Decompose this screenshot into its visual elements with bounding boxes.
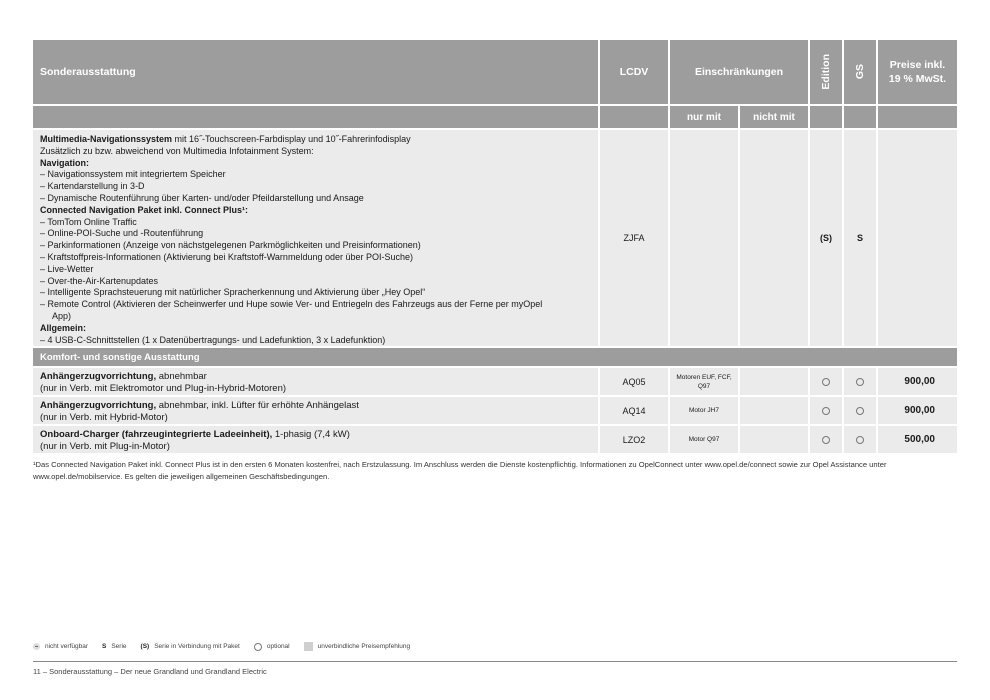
multimedia-description: Multimedia-Navigationssystem mit 16˝-Touchscreen-Farbdisplay und 10˝-Fahrerinfodisplay Zusätzlich zu bzw. abweichend von Multimedia Infotainment System: Navigation: – Navigationssystem mit integriertem Speicher – Kartendarstellung in 3-D – Dynamische Routenführung über Karten- und/oder Pfeildarstellung und Ansage Connected Navigation Paket inkl. Connect Plus¹: – TomTom Online Traffic – Online-POI-Suche und -Routenführung – Parkinformationen (Anzeige von nächstgelegenen Parkmöglichkeiten und Preisinformationen) – Kraftstoffpreis-Informationen (Aktivierung bei Kraftstoff-Warnmeldung oder über POI-Suche) – Live-Wetter – Over-the-Air-Kartenupdates – Intelligente Sprachsteuerung mit natürlicher Spracherkennung und Aktivierung über „Hey Opel“ – Remote Control (Aktivieren der Scheinwerfer und Hupe sowie Ver- und Entriegeln des Fahrzeugs aus der Ferne per myOpel App) Allgemein: – 4 USB-C-Schnittstellen (1 x Datenübertragungs- und Ladefunktion, 3 x Ladefunktion) <box>33 130 600 348</box>
header-preise: Preise inkl. 19 % MwSt. <box>878 40 957 106</box>
list-item: – Dynamische Routenführung über Karten- und/oder Pfeildarstellung und Ansage <box>40 192 364 203</box>
footer-divider <box>33 661 957 662</box>
header-edition: Edition <box>810 40 844 106</box>
table-row <box>33 426 957 455</box>
legend-item: (S) Serie in Verbindung mit Paket <box>140 643 240 650</box>
table-subheader <box>33 106 957 130</box>
list-item: – Kartendarstellung in 3-D <box>40 181 145 192</box>
list-item: – TomTom Online Traffic <box>40 216 137 227</box>
grey-box-icon <box>304 642 313 651</box>
nur-mit-value: Motor Q97 <box>670 426 740 455</box>
header-gs: GS <box>844 40 878 106</box>
table-header <box>33 40 957 106</box>
subheader-nicht-mit: nicht mit <box>740 106 810 130</box>
table-row <box>33 397 957 426</box>
optional-icon <box>810 426 844 455</box>
header-einschraenkungen: Einschränkungen <box>670 40 810 106</box>
list-item: – Intelligente Sprachsteuerung mit natürlicher Spracherkennung und Aktivierung über „Hey Opel“ <box>40 287 426 298</box>
optional-icon <box>844 368 878 397</box>
item-description: Anhängerzugvorrichtung, abnehmbar (nur in Verb. mit Elektromotor und Plug-in-Hybrid-Motoren) <box>33 368 600 397</box>
subheader-nur-mit: nur mit <box>670 106 740 130</box>
legend-item: – nicht verfügbar <box>34 643 88 650</box>
table-row-multimedia <box>33 130 957 348</box>
list-item: – Over-the-Air-Kartenupdates <box>40 275 159 286</box>
price-value: 500,00 <box>878 426 957 455</box>
list-item: – Navigationssystem mit integriertem Speicher <box>40 169 226 180</box>
price-value: 900,00 <box>878 368 957 397</box>
optional-icon <box>844 426 878 455</box>
legend-item: S Serie <box>102 643 127 650</box>
dash-icon: – <box>34 643 39 650</box>
serie-icon: S <box>102 643 107 650</box>
optional-icon <box>810 368 844 397</box>
lcdv-code: LZO2 <box>600 426 670 455</box>
legend-item: unverbindliche Preisempfehlung <box>304 642 411 651</box>
nur-mit-value: Motoren EUF, FCF, Q97 <box>670 368 740 397</box>
page-footer: 11 – Sonderausstattung – Der neue Grandland und Grandland Electric <box>33 667 267 676</box>
optional-icon <box>844 397 878 426</box>
table-row <box>33 368 957 397</box>
optional-icon <box>810 397 844 426</box>
list-item: – Parkinformationen (Anzeige von nächstgelegenen Parkmöglichkeiten und Preisinformationen) <box>40 240 421 251</box>
lcdv-code: ZJFA <box>600 130 670 348</box>
equipment-table <box>33 40 957 455</box>
legend-item: optional <box>254 643 290 651</box>
list-item: – Live-Wetter <box>40 263 94 274</box>
list-item: – 4 USB-C-Schnittstellen (1 x Datenübertragungs- und Ladefunktion, 3 x Ladefunktion) <box>40 334 386 345</box>
gs-value: S <box>844 130 878 348</box>
list-item: – Kraftstoffpreis-Informationen (Aktivierung bei Kraftstoff-Warnmeldung oder über POI-Suche) <box>40 251 414 262</box>
edition-value: (S) <box>810 130 844 348</box>
header-lcdv: LCDV <box>600 40 670 106</box>
section-title-komfort: Komfort- und sonstige Ausstattung <box>33 348 957 368</box>
price-value: 900,00 <box>878 397 957 426</box>
list-item: – Online-POI-Suche und -Routenführung <box>40 228 204 239</box>
lcdv-code: AQ05 <box>600 368 670 397</box>
lcdv-code: AQ14 <box>600 397 670 426</box>
legend <box>33 642 424 651</box>
list-item: – Remote Control (Aktivieren der Scheinwerfer und Hupe sowie Ver- und Entriegeln des Fahrzeugs aus der Ferne per myOpel App) <box>40 299 543 321</box>
footnote: ¹Das Connected Navigation Paket inkl. Connect Plus ist in den ersten 6 Monaten kostenfrei, nach Erstzulassung. Im Anschluss werden die Dienste kostenpflichtig. Informationen zu OpelConnect unter www.opel.de/connect sowie zur Opel Assistance unter www.opel.de/mobilservice. Es gelten die jeweiligen allgemeinen Geschäftsbedingungen. <box>33 460 887 481</box>
item-description: Onboard-Charger (fahrzeugintegrierte Ladeeinheit), 1-phasig (7,4 kW) (nur in Verb. mit Plug-in-Motor) <box>33 426 600 455</box>
nur-mit-value: Motor JH7 <box>670 397 740 426</box>
optional-circle-icon <box>254 643 262 651</box>
paket-icon: (S) <box>140 643 150 650</box>
item-description: Anhängerzugvorrichtung, abnehmbar, inkl. Lüfter für erhöhte Anhängelast (nur in Verb. mit Hybrid-Motor) <box>33 397 600 426</box>
header-sonderausstattung: Sonderausstattung <box>33 40 600 106</box>
